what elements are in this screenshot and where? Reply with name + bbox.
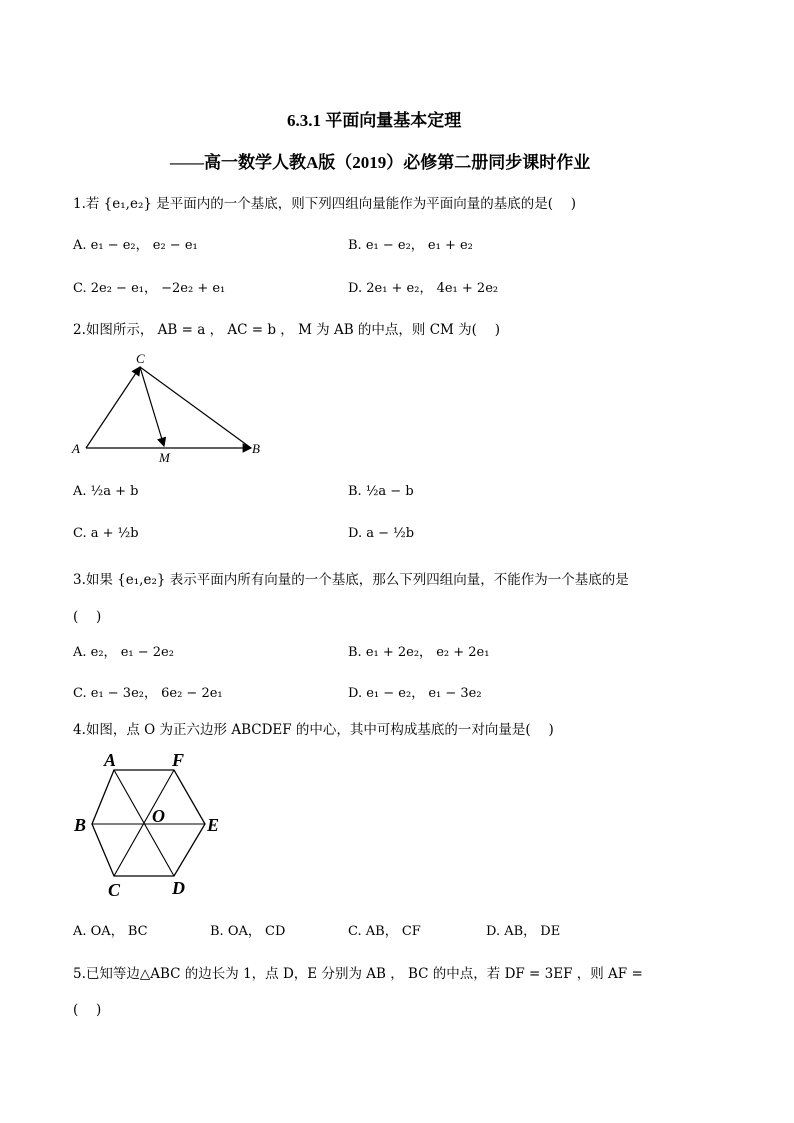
question-2-option-d: D. a − ½b [348, 526, 415, 541]
hexagon-figure [68, 748, 228, 903]
label-f: F [172, 750, 185, 770]
question-1-option-a: A. e₁ − e₂， e₂ − e₁ [73, 238, 198, 253]
question-2-option-c: C. a + ½b [73, 526, 139, 541]
hexagon-outline [92, 770, 205, 876]
triangle-figure [68, 350, 268, 465]
question-3-stem-cont: ( ) [73, 609, 102, 625]
question-1-stem: 1.若 {e₁,e₂} 是平面内的一个基底，则下列四组向量能作为平面向量的基底的是( ) [73, 196, 577, 212]
question-1-option-b: B. e₁ − e₂， e₁ + e₂ [348, 238, 473, 253]
question-4-option-c: C. AB， CF [348, 924, 421, 939]
question-3-option-b: B. e₁ + 2e₂， e₂ + 2e₁ [348, 645, 490, 660]
question-3-option-d: D. e₁ − e₂， e₁ − 3e₂ [348, 686, 482, 701]
label-o: O [152, 806, 165, 826]
question-5-stem: 5.已知等边△ABC 的边长为 1，点 D，E 分别为 AB ， BC 的中点，若 DF = 3EF ，则 AF = [73, 966, 643, 982]
question-1-option-d: D. 2e₁ + e₂， 4e₁ + 2e₂ [348, 281, 499, 296]
label-a: A [104, 750, 117, 770]
label-c: C [136, 351, 145, 366]
question-2-option-b: B. ½a − b [348, 484, 414, 499]
question-4-option-d: D. AB， DE [486, 924, 561, 939]
question-2-stem: 2.如图所示， AB = a ， AC = b ， M 为 AB 的中点，则 CM 为( ) [73, 322, 500, 338]
question-5-stem-cont: ( ) [73, 1002, 102, 1018]
segment-cb [140, 367, 251, 448]
question-2-option-a: A. ½a + b [73, 484, 139, 499]
question-4-option-a: A. OA， BC [73, 924, 148, 939]
segment-ac [86, 367, 140, 448]
page-subtitle: ——高一数学人教A版（2019）必修第二册同步课时作业 [170, 153, 591, 172]
label-b: B [252, 441, 260, 456]
label-c: C [108, 880, 121, 900]
segment-cm [140, 367, 164, 446]
label-e: E [207, 815, 220, 835]
label-m: M [159, 450, 170, 465]
question-3-stem: 3.如果 {e₁,e₂} 表示平面内所有向量的一个基底，那么下列四组向量，不能作为一个基底的是 [73, 572, 629, 588]
question-3-option-a: A. e₂， e₁ − 2e₂ [73, 645, 174, 660]
label-b: B [74, 815, 87, 835]
question-4-stem: 4.如图，点 O 为正六边形 ABCDEF 的中心，其中可构成基底的一对向量是( ) [73, 722, 554, 738]
question-1-option-c: C. 2e₂ − e₁， −2e₂ + e₁ [73, 281, 226, 296]
page-title: 6.3.1 平面向量基本定理 [287, 111, 462, 130]
label-a: A [72, 441, 80, 456]
question-3-option-c: C. e₁ − 3e₂， 6e₂ − 2e₁ [73, 686, 223, 701]
label-d: D [172, 878, 185, 898]
question-4-option-b: B. OA， CD [210, 924, 286, 939]
